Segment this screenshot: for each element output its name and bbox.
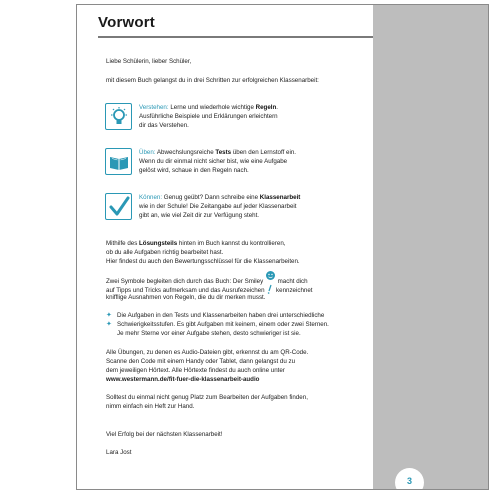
- solutions-line1: Mithilfe des Lösungsteils hinten im Buch kannst du kontrollieren,: [106, 240, 286, 247]
- space-line1: Solltest du einmal nicht genug Platz zum Bearbeiten der Aufgaben finden,: [106, 394, 308, 401]
- symbols-line2: auf Tipps und Tricks aufmerksam und das Ausrufezeichen kennzeichnet: [106, 284, 313, 295]
- step-koennen-line1: Können: Genug geübt? Dann schreibe eine Klassenarbeit: [139, 194, 301, 201]
- page-number-badge: [395, 468, 424, 490]
- step-koennen-iconbox: [105, 193, 132, 220]
- stars-line1: Die Aufgaben in den Tests und Klassenarbeiten haben drei unterschiedliche: [117, 312, 325, 319]
- page-content: [77, 5, 373, 489]
- book-icon: [108, 151, 130, 173]
- audio-line1: Alle Übungen, zu denen es Audio-Dateien gibt, erkennst du am QR-Code.: [106, 349, 309, 356]
- greeting: Liebe Schülerin, lieber Schüler,: [106, 58, 192, 65]
- exclamation-icon: [266, 284, 274, 293]
- page-margin-band: [373, 5, 488, 489]
- symbols-line3: knifflige Ausnahmen von Regeln, die du dir merken musst.: [106, 294, 266, 301]
- audio-line2: Scanne den Code mit einem Handy oder Tablet, dann gelangst du zu: [106, 358, 296, 365]
- symbols-line1: Zwei Symbole begleiten dich durch das Buch: Der Smiley macht dich: [106, 275, 308, 286]
- step-ueben-iconbox: [105, 148, 132, 175]
- lightbulb-icon: [108, 106, 130, 128]
- step-verstehen-line1: Verstehen: Lerne und wiederhole wichtige Regeln.: [139, 104, 279, 111]
- page-title: Vorwort: [98, 14, 155, 31]
- step-ueben-line2: Wenn du dir einmal nicht sicher bist, wie eine Aufgabe: [139, 158, 288, 165]
- solutions-line3: Hier findest du auch den Bewertungsschlüssel für die Klassenarbeiten.: [106, 258, 300, 265]
- step-koennen-line3: gibt an, wie viel Zeit dir zur Verfügung steht.: [139, 212, 260, 219]
- book-page: [76, 4, 489, 490]
- author-name: Lara Jost: [106, 449, 132, 456]
- star-icon-2: ✦: [106, 321, 112, 328]
- step-verstehen-iconbox: [105, 103, 132, 130]
- stars-line2: Schwierigkeitsstufen. Es gibt Aufgaben mit keinem, einem oder zwei Sternen.: [117, 321, 329, 328]
- closing-wish: Viel Erfolg bei der nächsten Klassenarbeit!: [106, 431, 223, 438]
- checkmark-icon: [108, 196, 130, 218]
- audio-url-link[interactable]: www.westermann.de/fit-fuer-die-klassenarbeit-audio: [106, 376, 260, 383]
- title-divider: [98, 36, 373, 38]
- solutions-line2: ob du alle Aufgaben richtig bearbeitet hast.: [106, 249, 224, 256]
- page-number: 3: [407, 476, 413, 486]
- step-koennen-line2: wie in der Schule! Die Zeitangabe auf jeder Klassenarbeit: [139, 203, 297, 210]
- stars-line3: Je mehr Sterne vor einer Aufgabe stehen, desto schwieriger ist sie.: [117, 330, 301, 337]
- step-verstehen-line2: Ausführliche Beispiele und Erklärungen erleichtern: [139, 113, 278, 120]
- step-ueben-line1: Üben: Abwechslungsreiche Tests üben den Lernstoff ein.: [139, 149, 297, 156]
- step-ueben-line3: gelöst wird, schaue in den Regeln nach.: [139, 167, 249, 174]
- intro-lead: mit diesem Buch gelangst du in drei Schritten zur erfolgreichen Klassenarbeit:: [106, 77, 319, 84]
- smiley-icon: [265, 275, 276, 284]
- audio-line3: dem jeweiligen Hörtext. Alle Hörtexte findest du auch online unter: [106, 367, 285, 374]
- step-verstehen-line3: dir das Verstehen.: [139, 122, 189, 129]
- star-icon: ✦: [106, 312, 112, 319]
- space-line2: nimm einfach ein Heft zur Hand.: [106, 403, 195, 410]
